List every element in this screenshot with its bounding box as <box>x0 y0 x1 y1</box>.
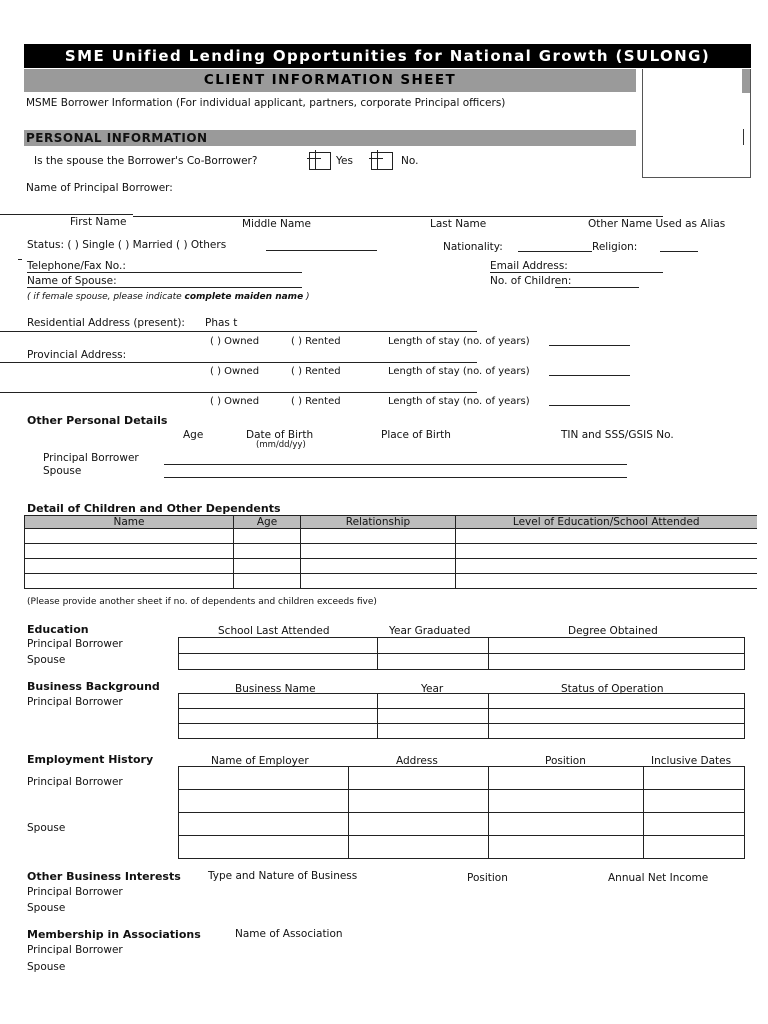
alias-field[interactable] <box>498 216 663 217</box>
membership-col-association: Name of Association <box>235 928 343 940</box>
email-label: Email Address: <box>490 260 568 272</box>
telefax-field[interactable] <box>27 272 302 273</box>
table-cell[interactable] <box>234 574 301 589</box>
photo-box <box>642 69 751 178</box>
owned-option-3[interactable]: ( ) Owned <box>210 396 260 407</box>
table-cell[interactable] <box>456 544 757 559</box>
table-cell[interactable] <box>489 654 745 670</box>
education-col-degree: Degree Obtained <box>568 625 658 637</box>
owned-option-2[interactable]: ( ) Owned <box>210 366 260 377</box>
other-business-heading: Other Business Interests <box>27 870 181 883</box>
table-cell[interactable] <box>179 654 378 670</box>
maiden-name-note: ( if female spouse, please indicate complete maiden name ) <box>27 292 310 302</box>
dependents-col-name: Name <box>25 516 234 529</box>
table-cell[interactable] <box>644 790 745 813</box>
table-cell[interactable] <box>349 813 489 836</box>
intro-text: MSME Borrower Information (For individual applicant, partners, corporate Principal officers) <box>26 97 506 109</box>
spouse-name-field[interactable] <box>27 287 302 288</box>
rented-option-1[interactable]: ( ) Rented <box>291 336 341 347</box>
business-col-year: Year <box>421 683 444 695</box>
education-col-school: School Last Attended <box>218 625 330 637</box>
table-cell[interactable] <box>378 638 489 654</box>
table-cell[interactable] <box>179 767 349 790</box>
table-cell[interactable] <box>489 694 745 709</box>
employment-col-address: Address <box>396 755 438 767</box>
table-cell[interactable] <box>489 790 644 813</box>
table-cell[interactable] <box>456 559 757 574</box>
table-cell[interactable] <box>234 559 301 574</box>
dependents-col-relationship: Relationship <box>301 516 456 529</box>
dependents-note: (Please provide another sheet if no. of dependents and children exceeds five) <box>27 597 377 607</box>
dependents-table <box>24 515 757 589</box>
provincial-address-field[interactable] <box>0 362 477 363</box>
middle-last-name-field[interactable] <box>133 216 498 217</box>
table-cell[interactable] <box>489 767 644 790</box>
provincial-address-label: Provincial Address: <box>27 349 127 361</box>
table-cell[interactable] <box>378 694 489 709</box>
length-of-stay-field-2[interactable] <box>549 375 630 376</box>
provincial-address-field-2[interactable] <box>0 392 477 393</box>
table-cell[interactable] <box>489 709 745 724</box>
table-cell[interactable] <box>489 836 644 859</box>
table-cell[interactable] <box>234 529 301 544</box>
middle-name-caption: Middle Name <box>242 218 311 230</box>
length-of-stay-field-1[interactable] <box>549 345 630 346</box>
status-options[interactable]: Status: ( ) Single ( ) Married ( ) Others <box>27 239 227 251</box>
table-cell[interactable] <box>179 836 349 859</box>
yes-label: Yes <box>336 155 353 167</box>
nationality-label: Nationality: <box>443 241 503 253</box>
children-label: No. of Children: <box>490 275 572 287</box>
other-business-col-income: Annual Net Income <box>608 872 709 884</box>
business-table <box>178 693 745 739</box>
employment-heading: Employment History <box>27 753 154 766</box>
length-of-stay-field-3[interactable] <box>549 405 630 406</box>
length-of-stay-label-1: Length of stay (no. of years) <box>388 336 530 347</box>
education-row-principal: Principal Borrower <box>27 638 123 650</box>
table-cell[interactable] <box>25 529 234 544</box>
last-name-caption: Last Name <box>430 218 487 230</box>
membership-row-spouse: Spouse <box>27 961 66 973</box>
table-cell[interactable] <box>489 813 644 836</box>
table-cell[interactable] <box>349 790 489 813</box>
dependents-col-age: Age <box>234 516 301 529</box>
age-caption: Age <box>183 429 204 441</box>
table-cell[interactable] <box>301 544 456 559</box>
business-col-status: Status of Operation <box>561 683 664 695</box>
table-cell[interactable] <box>179 709 378 724</box>
table-cell[interactable] <box>234 544 301 559</box>
table-cell[interactable] <box>644 813 745 836</box>
section-personal-information: PERSONAL INFORMATION <box>24 130 636 146</box>
dependents-heading: Detail of Children and Other Dependents <box>27 502 281 515</box>
table-cell[interactable] <box>349 767 489 790</box>
nationality-field[interactable] <box>518 251 592 252</box>
dob-format: (mm/dd/yy) <box>256 440 306 450</box>
education-heading: Education <box>27 623 89 636</box>
residential-address-label: Residential Address (present): <box>27 317 185 329</box>
religion-label: Religion: <box>592 241 638 253</box>
table-cell[interactable] <box>301 574 456 589</box>
table-cell[interactable] <box>179 694 378 709</box>
employment-col-dates: Inclusive Dates <box>651 755 732 767</box>
rented-option-3[interactable]: ( ) Rented <box>291 396 341 407</box>
children-field[interactable] <box>555 287 639 288</box>
other-business-row-spouse: Spouse <box>27 902 66 914</box>
table-cell[interactable] <box>378 709 489 724</box>
spouse-name-label: Name of Spouse: <box>27 275 117 287</box>
telefax-label: Telephone/Fax No.: <box>27 260 126 272</box>
residential-address-value[interactable]: Phas t <box>205 317 238 329</box>
education-table <box>178 637 745 670</box>
other-business-row-principal: Principal Borrower <box>27 886 123 898</box>
other-details-heading: Other Personal Details <box>27 414 168 427</box>
employment-col-position: Position <box>545 755 586 767</box>
table-cell[interactable] <box>349 836 489 859</box>
owned-option-1[interactable]: ( ) Owned <box>210 336 260 347</box>
dob-caption: Date of Birth <box>246 429 314 441</box>
table-cell[interactable] <box>456 529 757 544</box>
business-col-name: Business Name <box>235 683 316 695</box>
yes-checkbox[interactable] <box>307 150 331 170</box>
employment-table <box>178 766 745 859</box>
table-cell[interactable] <box>25 544 234 559</box>
religion-field[interactable] <box>660 251 698 252</box>
first-name-field[interactable] <box>0 214 133 215</box>
no-label: No. <box>401 155 419 167</box>
tin-caption: TIN and SSS/GSIS No. <box>561 429 674 441</box>
business-heading: Business Background <box>27 680 160 693</box>
table-cell[interactable] <box>489 638 745 654</box>
table-cell[interactable] <box>179 813 349 836</box>
rented-option-2[interactable]: ( ) Rented <box>291 366 341 377</box>
other-business-col-type: Type and Nature of Business <box>208 870 358 882</box>
employment-row-spouse: Spouse <box>27 822 66 834</box>
form-title: SME Unified Lending Opportunities for National Growth (SULONG) <box>24 44 751 68</box>
no-checkbox[interactable] <box>369 150 393 170</box>
spouse-question: Is the spouse the Borrower's Co-Borrower? <box>34 155 258 167</box>
other-details-spouse: Spouse <box>43 465 82 477</box>
residential-address-field[interactable] <box>0 331 477 332</box>
table-cell[interactable] <box>301 559 456 574</box>
other-business-col-position: Position <box>467 872 508 884</box>
employment-col-employer: Name of Employer <box>211 755 309 767</box>
dependents-col-education: Level of Education/School Attended <box>456 516 757 529</box>
first-name-caption: First Name <box>70 216 127 228</box>
spouse-details-field[interactable] <box>164 477 627 478</box>
table-cell[interactable] <box>179 724 378 739</box>
employment-row-principal: Principal Borrower <box>27 776 123 788</box>
table-cell[interactable] <box>644 767 745 790</box>
table-cell[interactable] <box>378 724 489 739</box>
principal-details-field[interactable] <box>164 464 627 465</box>
table-cell[interactable] <box>25 574 234 589</box>
table-cell[interactable] <box>489 724 745 739</box>
business-row-principal: Principal Borrower <box>27 696 123 708</box>
education-row-spouse: Spouse <box>27 654 66 666</box>
table-cell[interactable] <box>179 638 378 654</box>
membership-row-principal: Principal Borrower <box>27 944 123 956</box>
membership-heading: Membership in Associations <box>27 928 201 941</box>
education-col-year: Year Graduated <box>389 625 471 637</box>
table-cell[interactable] <box>25 559 234 574</box>
table-cell[interactable] <box>179 790 349 813</box>
pob-caption: Place of Birth <box>381 429 451 441</box>
status-others-field[interactable] <box>266 250 377 251</box>
table-cell[interactable] <box>378 654 489 670</box>
alias-caption: Other Name Used as Alias <box>588 218 726 230</box>
length-of-stay-label-3: Length of stay (no. of years) <box>388 396 530 407</box>
principal-name-label: Name of Principal Borrower: <box>26 182 173 194</box>
form-subtitle: CLIENT INFORMATION SHEET <box>24 69 636 92</box>
table-cell[interactable] <box>301 529 456 544</box>
length-of-stay-label-2: Length of stay (no. of years) <box>388 366 530 377</box>
table-cell[interactable] <box>456 574 757 589</box>
other-details-principal: Principal Borrower <box>43 452 139 464</box>
email-field[interactable] <box>490 272 663 273</box>
table-cell[interactable] <box>644 836 745 859</box>
